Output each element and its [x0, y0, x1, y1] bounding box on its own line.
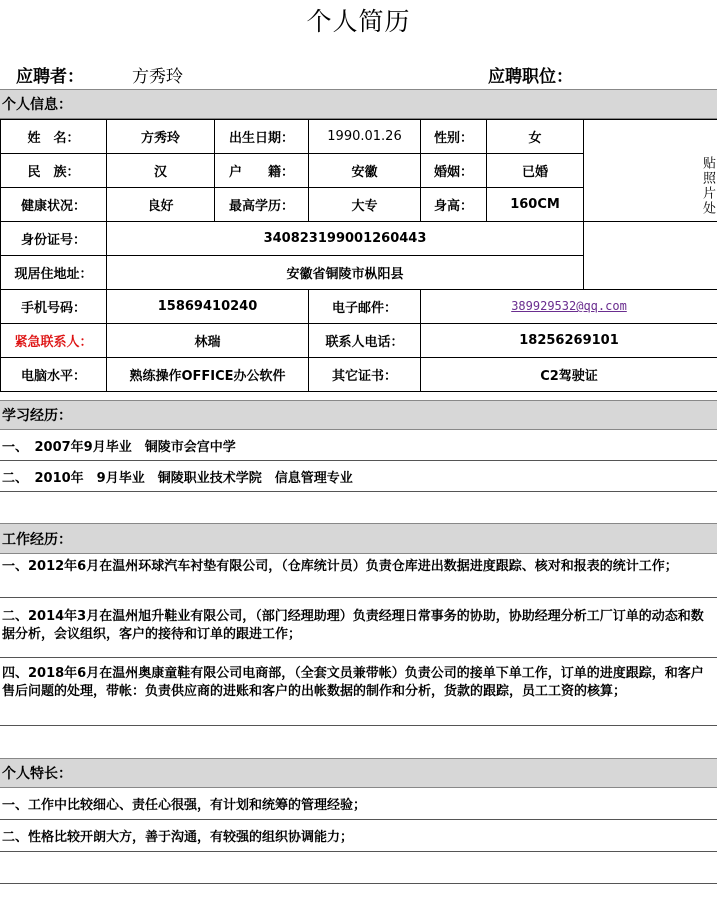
ethnicity-value: 汉 [107, 154, 215, 188]
page-title: 个人简历 [306, 7, 411, 36]
hukou-label: 户 籍： [215, 154, 309, 188]
phone-label: 手机号码： [1, 290, 107, 324]
dob-value: 1990.01.26 [309, 120, 421, 154]
marital-value: 已婚 [487, 154, 584, 188]
work-item: 二、2014年3月在温州旭升鞋业有限公司，（部门经理助理）负责经理日常事务的协助，协助经理分析工厂订单的动态和数据分析，会议组织，客户的接待和订单的跟进工作； [0, 598, 717, 658]
height-value: 160CM [487, 188, 584, 222]
dob-label: 出生日期： [215, 120, 309, 154]
emergency-label: 紧急联系人： [1, 324, 107, 358]
health-value: 良好 [107, 188, 215, 222]
emergency-value: 林瑞 [107, 324, 309, 358]
work-item: 一、2012年6月在温州环球汽车衬垫有限公司，（仓库统计员）负责仓库进出数据进度跟踪、核对和报表的统计工作； [0, 554, 717, 598]
email-cell [421, 290, 717, 324]
name-label: 姓 名： [1, 120, 107, 154]
height-label: 身高： [421, 188, 487, 222]
health-label: 健康状况： [1, 188, 107, 222]
personal-info-table [0, 119, 717, 392]
name-value: 方秀玲 [107, 120, 215, 154]
section-education: 学习经历： [0, 400, 717, 430]
contact-phone-value: 18256269101 [421, 324, 717, 358]
computer-value: 熟练操作OFFICE办公软件 [107, 358, 309, 392]
gender-label: 性别： [421, 120, 487, 154]
address-label: 现居住地址： [1, 256, 107, 290]
education-item: 二、 2010年 9月毕业 铜陵职业技术学院 信息管理专业 [0, 461, 717, 492]
marital-label: 婚姻： [421, 154, 487, 188]
cert-label: 其它证书： [309, 358, 421, 392]
blank-row [0, 492, 717, 524]
education-label: 最高学历： [215, 188, 309, 222]
id-value: 340823199001260443 [107, 222, 584, 256]
work-item: 四、2018年6月在温州奥康童鞋有限公司电商部，（全套文员兼带帐）负责公司的接单下单工作，订单的进度跟踪，和客户售后问题的处理，带帐：负责供应商的进账和客户的出帐数据的制作和分析，货款的跟踪，员工工资的核算； [0, 658, 717, 726]
position-label: 应聘职位： [488, 67, 573, 87]
contact-phone-label: 联系人电话： [309, 324, 421, 358]
ethnicity-label: 民 族： [1, 154, 107, 188]
section-traits: 个人特长： [0, 758, 717, 788]
phone-value: 15869410240 [107, 290, 309, 324]
address-value: 安徽省铜陵市枞阳县 [107, 256, 584, 290]
applicant-label: 应聘者： [16, 67, 84, 87]
section-work: 工作经历： [0, 523, 717, 554]
email-label: 电子邮件： [309, 290, 421, 324]
trait-item: 二、性格比较开朗大方，善于沟通，有较强的组织协调能力； [0, 820, 717, 852]
education-value: 大专 [309, 188, 421, 222]
blank-row [0, 726, 717, 759]
gender-value: 女 [487, 120, 584, 154]
computer-label: 电脑水平： [1, 358, 107, 392]
photo-placeholder: 贴照片处 [584, 120, 717, 222]
blank-row [0, 852, 717, 884]
hukou-value: 安徽 [309, 154, 421, 188]
section-personal: 个人信息： [0, 89, 717, 119]
id-label: 身份证号： [1, 222, 107, 256]
education-item: 一、 2007年9月毕业 铜陵市会宫中学 [0, 430, 717, 461]
trait-item: 一、工作中比较细心、责任心很强，有计划和统筹的管理经验； [0, 788, 717, 820]
email-link[interactable]: 389929532@qq.com [511, 299, 627, 313]
cert-value: C2驾驶证 [421, 358, 717, 392]
applicant-name: 方秀玲 [132, 67, 183, 87]
